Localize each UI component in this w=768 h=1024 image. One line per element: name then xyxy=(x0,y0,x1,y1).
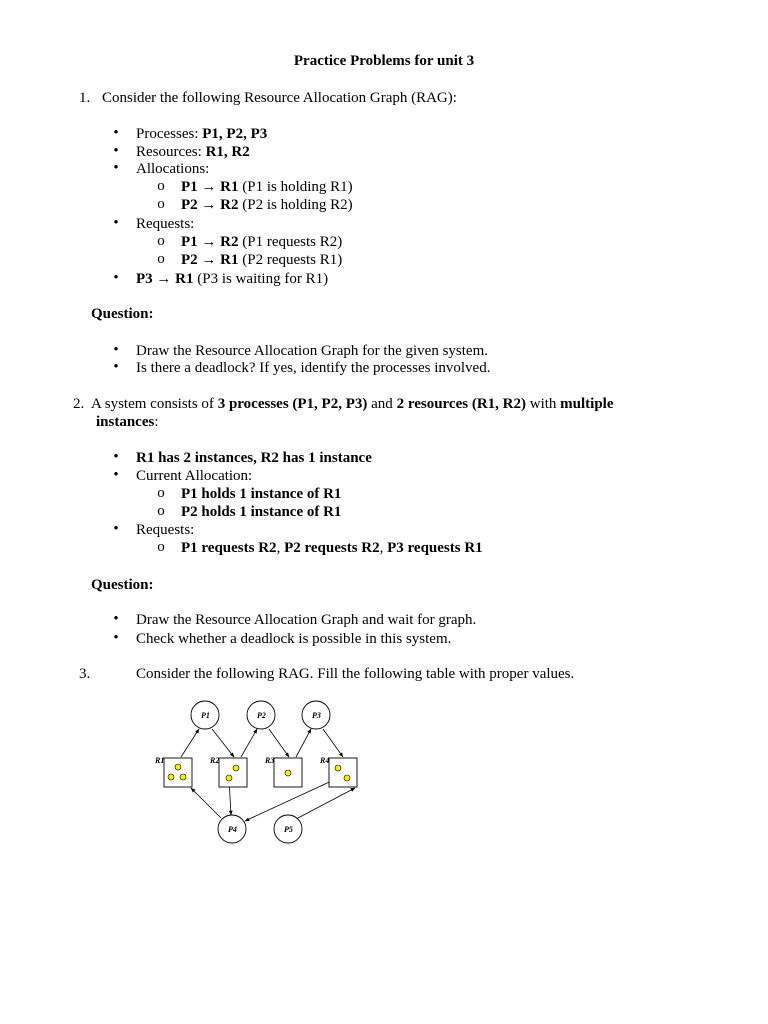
text-run: and xyxy=(367,396,397,412)
bullet-icon xyxy=(111,160,121,177)
text-run: 3 processes (P1, P2, P3) xyxy=(217,396,368,412)
edge-r2-p2 xyxy=(241,729,257,757)
instance-dot-r4 xyxy=(344,775,350,781)
resource-node-r4 xyxy=(329,758,357,787)
q2-intro xyxy=(91,395,614,413)
edge-p3-r4 xyxy=(323,729,343,757)
bullet-icon xyxy=(111,521,121,538)
process-label-p2: P2 xyxy=(257,711,266,720)
q1-processes-label: Processes: xyxy=(136,126,203,142)
bullet-icon xyxy=(111,125,121,142)
q2-question-item: Check whether a deadlock is possible in this system. xyxy=(136,631,452,647)
instance-dot-r2 xyxy=(226,775,232,781)
q2-allocation-item: P2 holds 1 instance of R1 xyxy=(181,504,342,520)
q1-allocation-item xyxy=(181,196,353,214)
instance-dot-r1 xyxy=(180,774,186,780)
text-run: P3 requests R1 xyxy=(387,540,483,556)
edge-p2-r3 xyxy=(269,729,289,757)
text-run: multiple xyxy=(560,396,614,412)
resource-node-r2 xyxy=(219,758,247,787)
q1-waiting-item xyxy=(136,270,328,288)
page-title: Practice Problems for unit 3 xyxy=(293,53,475,69)
bullet-icon xyxy=(111,449,121,466)
resource-node-r1 xyxy=(164,758,192,787)
instance-dot-r4 xyxy=(335,765,341,771)
bullet-icon xyxy=(111,630,121,647)
instance-dot-r1 xyxy=(168,774,174,780)
bullet-icon xyxy=(111,270,121,287)
q2-requests-label: Requests: xyxy=(136,522,195,538)
resource-allocation-graph xyxy=(150,695,370,850)
q1-allocations-label: Allocations: xyxy=(136,161,210,177)
bullet-icon xyxy=(111,611,121,628)
q1-request-item xyxy=(181,233,342,251)
edge-label: P1 → R1 xyxy=(181,179,239,195)
text-run: with xyxy=(525,396,561,412)
sub-bullet-icon xyxy=(156,503,166,520)
q3-intro: Consider the following RAG. Fill the following table with proper values. xyxy=(136,666,575,682)
edge-note: (P1 requests R2) xyxy=(238,234,343,250)
q2-question-item: Draw the Resource Allocation Graph and wait for graph. xyxy=(136,612,477,628)
text-run: 2 resources (R1, R2) xyxy=(396,396,526,412)
edge-r1-p1 xyxy=(181,729,199,757)
instance-dot-r3 xyxy=(285,770,291,776)
q1-processes-value: P1, P2, P3 xyxy=(202,126,268,142)
sub-bullet-icon xyxy=(156,178,166,195)
q1-question-item: Is there a deadlock? If yes, identify the processes involved. xyxy=(136,360,491,376)
edge-note: (P3 is waiting for R1) xyxy=(193,271,329,287)
q2-request-item xyxy=(181,539,483,557)
text-run: A system consists of xyxy=(91,396,218,412)
text-run: P2 requests R2 xyxy=(284,540,380,556)
edge-note: (P2 is holding R2) xyxy=(238,197,353,213)
q2-instances: R1 has 2 instances, R2 has 1 instance xyxy=(136,450,372,466)
q3-number: 3. xyxy=(79,666,91,682)
q1-allocation-item xyxy=(181,178,353,196)
q1-resources-label: Resources: xyxy=(136,144,206,160)
bullet-icon xyxy=(111,467,121,484)
text-run: P1 requests R2 xyxy=(181,540,277,556)
q2-question-label: Question: xyxy=(91,577,154,593)
bullet-icon xyxy=(111,143,121,160)
q1-resources-value: R1, R2 xyxy=(205,144,250,160)
resource-label-r1: R1 xyxy=(155,756,165,765)
sub-bullet-icon xyxy=(156,539,166,556)
edge-label: P1 → R2 xyxy=(181,234,239,250)
q2-intro-continued xyxy=(96,413,159,431)
sub-bullet-icon xyxy=(156,196,166,213)
edge-label: P3 → R1 xyxy=(136,271,194,287)
resource-label-r4: R4 xyxy=(320,756,330,765)
process-label-p5: P5 xyxy=(284,825,293,834)
q2-allocation-item: P1 holds 1 instance of R1 xyxy=(181,486,342,502)
text-run: , xyxy=(276,540,285,556)
edge-p4-r1 xyxy=(191,788,221,818)
bullet-icon xyxy=(111,342,121,359)
q1-request-item xyxy=(181,251,342,269)
sub-bullet-icon xyxy=(156,251,166,268)
process-label-p1: P1 xyxy=(201,711,210,720)
edge-note: (P2 requests R1) xyxy=(238,252,343,268)
instance-dot-r1 xyxy=(175,764,181,770)
resource-label-r3: R3 xyxy=(265,756,275,765)
resource-label-r2: R2 xyxy=(210,756,220,765)
q1-question-item: Draw the Resource Allocation Graph for the given system. xyxy=(136,343,488,359)
text-run: , xyxy=(379,540,388,556)
q2-allocation-label: Current Allocation: xyxy=(136,468,253,484)
edge-p5-r4 xyxy=(296,788,355,819)
bullet-icon xyxy=(111,215,121,232)
q1-requests-label: Requests: xyxy=(136,216,195,232)
q1-processes xyxy=(136,125,267,143)
instance-dot-r2 xyxy=(233,765,239,771)
process-label-p3: P3 xyxy=(312,711,321,720)
process-label-p4: P4 xyxy=(228,825,237,834)
bullet-icon xyxy=(111,359,121,376)
edge-label: P2 → R1 xyxy=(181,252,239,268)
q1-intro: Consider the following Resource Allocation Graph (RAG): xyxy=(102,90,457,106)
sub-bullet-icon xyxy=(156,485,166,502)
text-run: instances xyxy=(96,414,155,430)
q1-question-label: Question: xyxy=(91,306,154,322)
edge-p1-r2 xyxy=(212,729,234,757)
q1-number: 1. xyxy=(79,90,91,106)
edge-note: (P1 is holding R1) xyxy=(238,179,353,195)
q1-resources xyxy=(136,143,250,161)
q2-number: 2. xyxy=(73,396,85,412)
text-run: : xyxy=(154,414,159,430)
sub-bullet-icon xyxy=(156,233,166,250)
edge-r3-p3 xyxy=(296,729,311,757)
edge-label: P2 → R2 xyxy=(181,197,239,213)
